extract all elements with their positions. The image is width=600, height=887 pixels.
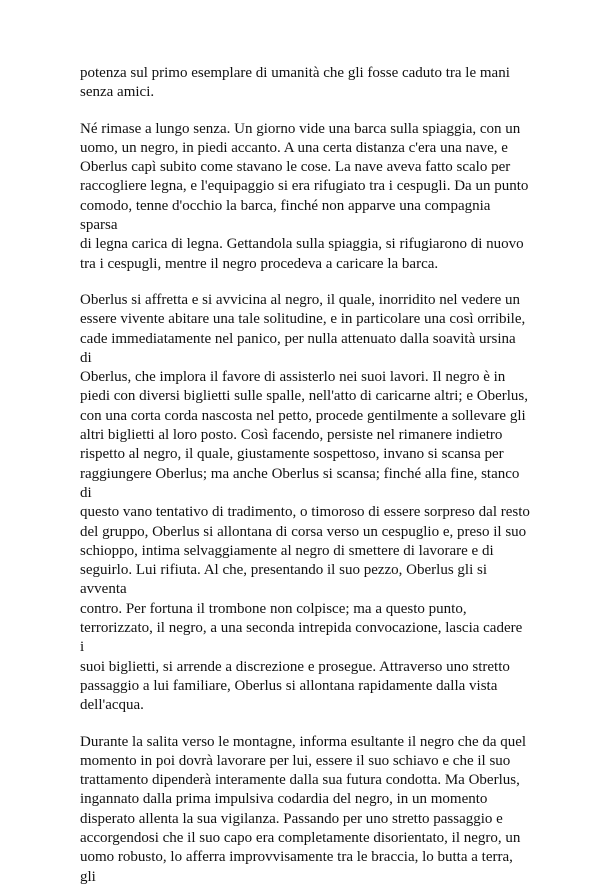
document-page xyxy=(80,64,530,887)
paragraph: Oberlus si affretta e si avvicina al negro, il quale, inorridito nel vedere un essere vivente abitare una tale solitudine, e in particolare una così orribile, cade immediatamente nel panico, per nulla attenuato dalla soavità ursina di Oberlus, che implora il favore di assisterlo nei suoi lavori. Il negro è in piedi con diversi biglietti sulle spalle, nell'atto di caricarne altri; e Oberlus, con una corta corda nascosta nel petto, procede gentilmente a sollevare gli altri biglietti al loro posto. Così facendo, persiste nel rimanere indietro rispetto al negro, il quale, giustamente sospettoso, invano si scansa per raggiungere Oberlus; ma anche Oberlus si scansa; finché alla fine, stanco di questo vano tentativo di tradimento, o timoroso di essere sorpreso dal resto del gruppo, Oberlus si allontana di corsa verso un cespuglio e, preso il suo schioppo, intima selvaggiamente al negro di smettere di lavorare e di seguirlo. Lui rifiuta. Al che, presentando il suo pezzo, Oberlus gli si avventa contro. Per fortuna il trombone non colpisce; ma a questo punto, terrorizzato, il negro, a una seconda intrepida convocazione, lascia cadere i suoi biglietti, si arrende a discrezione e prosegue. Attraverso uno stretto passaggio a lui familiare, Oberlus si allontana rapidamente dalla vista dell'acqua. xyxy=(80,291,530,714)
paragraph: Né rimase a lungo senza. Un giorno vide una barca sulla spiaggia, con un uomo, un negro, in piedi accanto. A una certa distanza c'era una nave, e Oberlus capì subito come stavano le cose. La nave aveva fatto scalo per raccogliere legna, e l'equipaggio si era rifugiato tra i cespugli. Da un punto comodo, tenne d'occhio la barca, finché non apparve una compagnia sparsa di legna carica di legna. Gettandola sulla spiaggia, si rifugiarono di nuovo tra i cespugli, mentre il negro procedeva a caricare la barca. xyxy=(80,120,529,272)
paragraph: potenza sul primo esemplare di umanità che gli fosse caduto tra le mani senza amici. xyxy=(80,65,510,101)
paragraph: Durante la salita verso le montagne, informa esultante il negro che da quel momento in poi dovrà lavorare per lui, essere il suo schiavo e che il suo trattamento dipenderà interamente dalla sua futura condotta. Ma Oberlus, ingannato dalla prima impulsiva codardia del negro, in un momento disperato allenta la sua vigilanza. Passando per uno stretto passaggio e accorgendosi che il suo capo era completamente disorientato, il negro, un uomo robusto, lo afferra improvvisamente tra le braccia, lo butta a terra, gli xyxy=(80,733,527,885)
